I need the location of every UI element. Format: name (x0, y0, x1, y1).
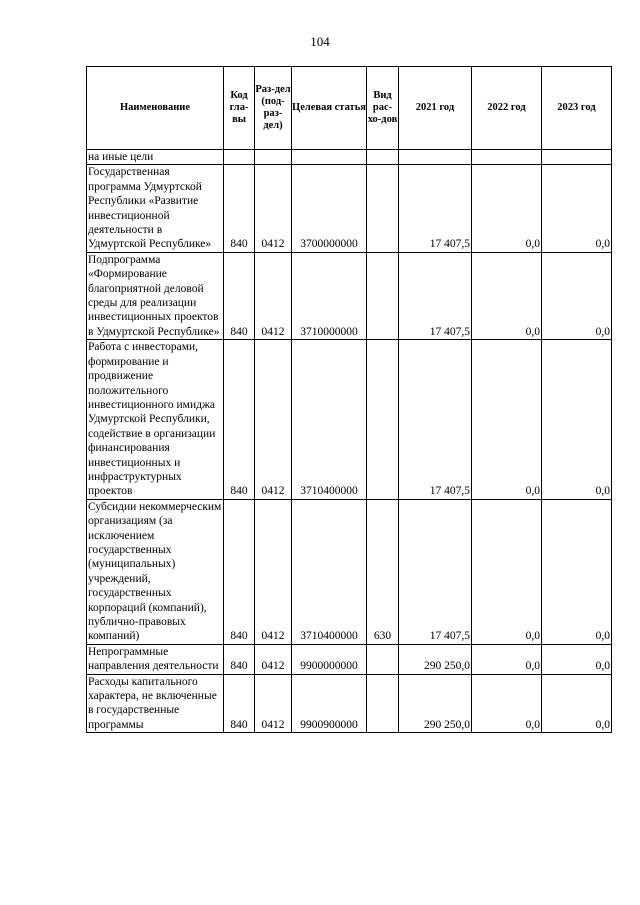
header-target: Целевая статья (292, 67, 367, 150)
cell-section: 0412 (255, 340, 292, 499)
cell-2021: 17 407,5 (399, 252, 472, 339)
header-2022: 2022 год (472, 67, 542, 150)
cell-2023: 0,0 (542, 340, 612, 499)
cell-chapter: 840 (224, 165, 255, 252)
cell-2023: 0,0 (542, 674, 612, 733)
table-row (87, 674, 612, 733)
cell-chapter: 840 (224, 499, 255, 644)
header-2021: 2021 год (399, 67, 472, 150)
cell-name: Расходы капитального характера, не включенные в государственные программы (87, 674, 224, 733)
cell-2021 (399, 150, 472, 165)
cell-2022: 0,0 (472, 499, 542, 644)
cell-section: 0412 (255, 252, 292, 339)
cell-target: 3700000000 (292, 165, 367, 252)
cell-chapter: 840 (224, 644, 255, 674)
cell-2023: 0,0 (542, 165, 612, 252)
table-row (87, 644, 612, 674)
cell-name: на иные цели (87, 150, 224, 165)
cell-chapter (224, 150, 255, 165)
header-2023: 2023 год (542, 67, 612, 150)
cell-section: 0412 (255, 674, 292, 733)
cell-2023: 0,0 (542, 499, 612, 644)
table-row (87, 150, 612, 165)
cell-chapter: 840 (224, 252, 255, 339)
cell-2021: 17 407,5 (399, 499, 472, 644)
cell-section: 0412 (255, 499, 292, 644)
cell-target (292, 150, 367, 165)
cell-2022: 0,0 (472, 340, 542, 499)
cell-2021: 17 407,5 (399, 165, 472, 252)
table-row (87, 252, 612, 339)
cell-2021: 290 250,0 (399, 644, 472, 674)
cell-2023: 0,0 (542, 644, 612, 674)
cell-expense-type: 630 (367, 499, 399, 644)
page-number: 104 (310, 34, 330, 49)
cell-target: 9900000000 (292, 644, 367, 674)
cell-2021: 290 250,0 (399, 674, 472, 733)
cell-section: 0412 (255, 165, 292, 252)
cell-2022: 0,0 (472, 644, 542, 674)
cell-target: 3710400000 (292, 340, 367, 499)
cell-expense-type (367, 252, 399, 339)
cell-expense-type (367, 340, 399, 499)
cell-2023: 0,0 (542, 252, 612, 339)
cell-target: 3710400000 (292, 499, 367, 644)
cell-target: 9900900000 (292, 674, 367, 733)
cell-name: Работа с инвесторами, формирование и продвижение положительного инвестиционного имиджа Удмуртской Республики, содействие в организации финансирования инвестиционных и инфраструктурных проектов (87, 340, 224, 499)
header-row (87, 67, 612, 150)
cell-2021: 17 407,5 (399, 340, 472, 499)
cell-2022: 0,0 (472, 165, 542, 252)
cell-expense-type (367, 644, 399, 674)
cell-name: Субсидии некоммерческим организациям (за исключением государственных (муниципальных) учреждений, государственных корпораций (компаний), публично-правовых компаний) (87, 499, 224, 644)
cell-expense-type (367, 150, 399, 165)
cell-2022: 0,0 (472, 252, 542, 339)
table-row (87, 165, 612, 252)
cell-2022 (472, 150, 542, 165)
cell-section (255, 150, 292, 165)
cell-name: Государственная программа Удмуртской Республики «Развитие инвестиционной деятельности в Удмуртской Республике» (87, 165, 224, 252)
table-row (87, 499, 612, 644)
header-chapter: Код гла-вы (224, 67, 255, 150)
cell-section: 0412 (255, 644, 292, 674)
budget-table (86, 66, 612, 733)
table-row (87, 340, 612, 499)
cell-name: Непрограммные направления деятельности (87, 644, 224, 674)
header-name: Наименование (87, 67, 224, 150)
header-section: Раз-дел (под-раз-дел) (255, 67, 292, 150)
cell-2022: 0,0 (472, 674, 542, 733)
cell-chapter: 840 (224, 674, 255, 733)
header-expense-type: Вид рас-хо-дов (367, 67, 399, 150)
cell-2023 (542, 150, 612, 165)
cell-expense-type (367, 674, 399, 733)
cell-expense-type (367, 165, 399, 252)
cell-target: 3710000000 (292, 252, 367, 339)
cell-name: Подпрограмма «Формирование благоприятной деловой среды для реализации инвестиционных проектов в Удмуртской Республике» (87, 252, 224, 339)
cell-chapter: 840 (224, 340, 255, 499)
